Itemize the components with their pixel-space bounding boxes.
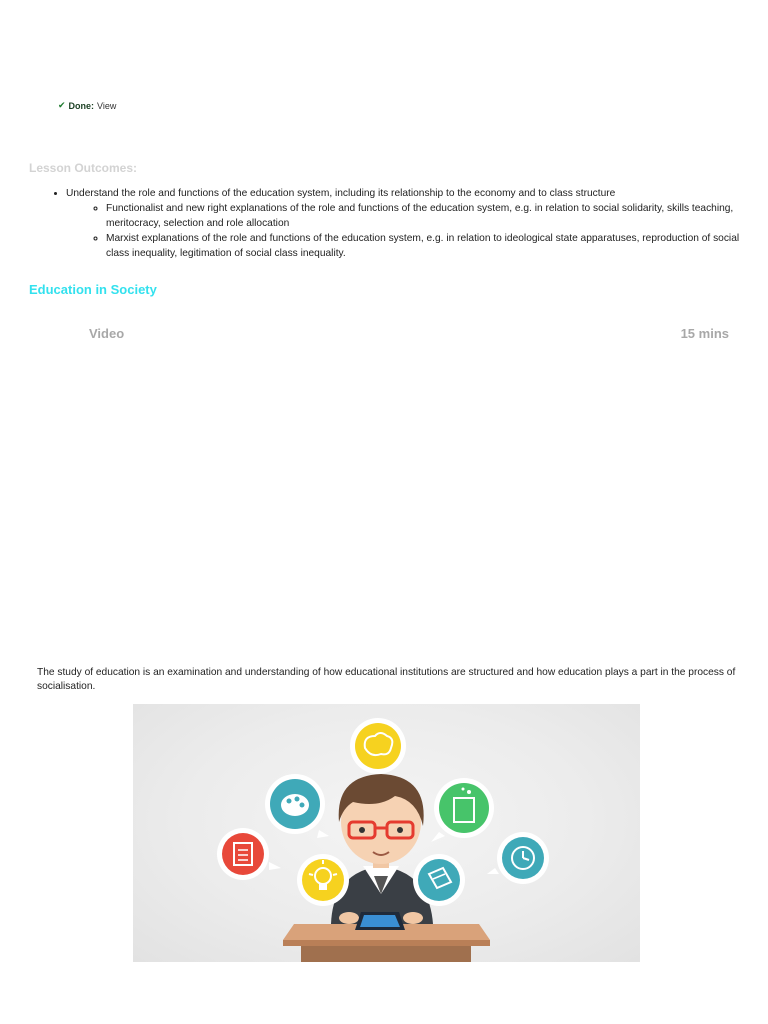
list-item: ◦ Functionalist and new right explanations of the role and functions of the education system, e.g. in relation to social solidarity, skills teaching, meritocracy, selection and role allocation — [106, 201, 746, 231]
book-icon — [413, 854, 465, 906]
checklist-icon — [217, 828, 281, 880]
clock-icon — [487, 832, 549, 884]
section-title: Education in Society — [29, 282, 157, 297]
brain-icon — [350, 718, 406, 774]
education-illustration — [133, 704, 640, 962]
list-item — [66, 186, 746, 261]
lesson-outcomes-list — [44, 186, 746, 261]
done-label: Done: — [68, 100, 95, 111]
video-header[interactable] — [89, 326, 729, 341]
lightbulb-icon — [297, 854, 349, 906]
illustration-svg — [133, 704, 640, 962]
completion-status — [58, 100, 116, 111]
tablet-icon — [355, 912, 405, 930]
done-value: View — [97, 100, 117, 111]
student-icon — [331, 774, 433, 924]
intro-paragraph: The study of education is an examination and understanding of how educational institutions are structured and how education plays a part in the process of socialisation. — [37, 667, 736, 692]
list-item: ◦ Marxist explanations of the role and functions of the education system, e.g. in relation to ideological state apparatuses, reproduction of social class inequality, legitimation of social class inequality. — [106, 231, 746, 261]
flask-icon — [431, 778, 494, 842]
sub-outcomes-list — [66, 201, 746, 261]
video-label: Video — [89, 326, 125, 341]
palette-icon — [265, 774, 329, 838]
outcome-main-text: Understand the role and functions of the education system, including its relationship to the economy and to class structure — [66, 188, 616, 199]
video-duration: 15 mins — [680, 326, 729, 341]
check-icon: ✔ — [58, 100, 66, 110]
lesson-outcomes-heading: Lesson Outcomes: — [29, 161, 138, 175]
